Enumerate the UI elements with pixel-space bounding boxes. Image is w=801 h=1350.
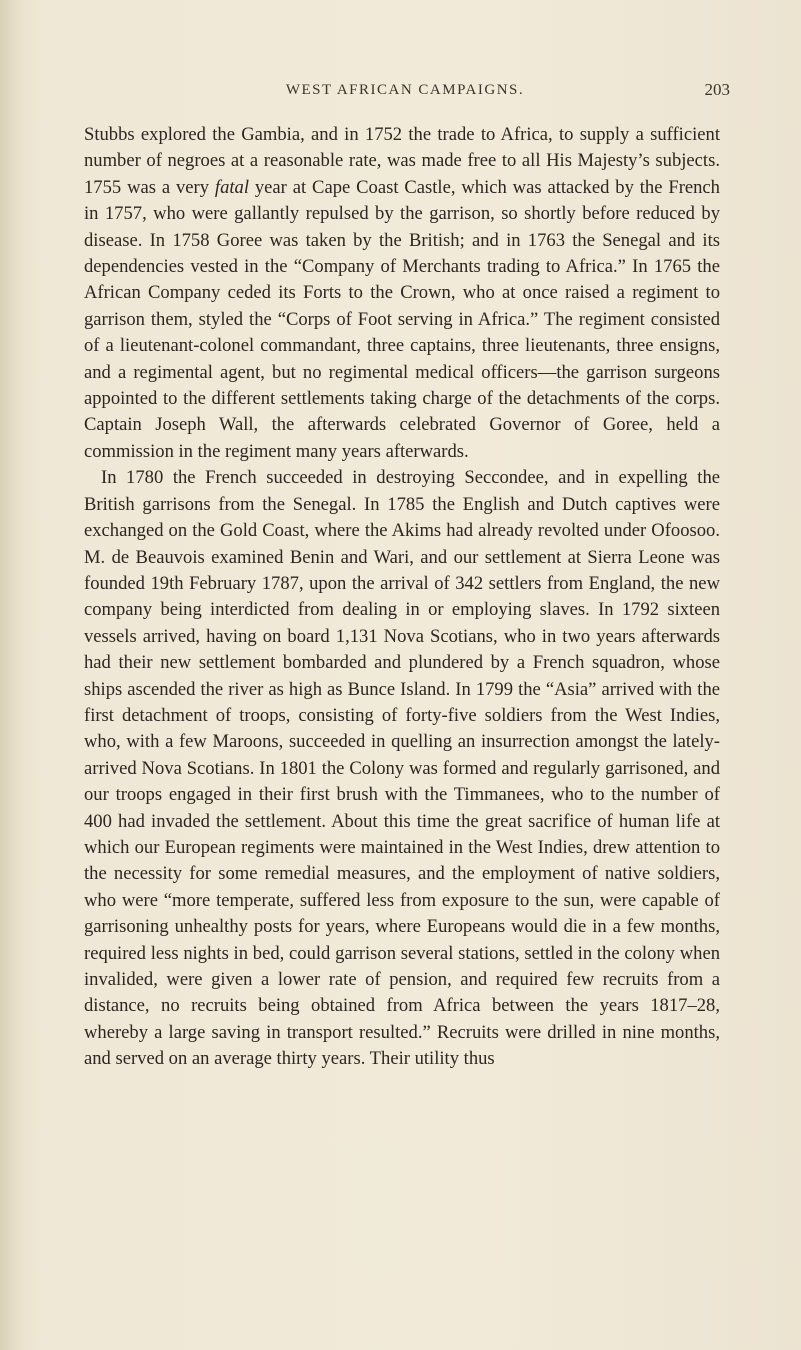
emphasis-fatal: fatal [214,176,249,198]
paragraph-1-text-b: year at Cape Coast Castle, which was attacked by the French in 1757, who were gallantly repulsed by the garrison, so shortly before reduced by disease. In 1758 Goree was taken by the British; and in 1763 the Senegal and its dependencies vested in the “Company of Merchants trading to Africa.” In 1765 the African Company ceded its Forts to the Crown, who at once raised a regiment to garrison them, styled the “Corps of Foot serving in Africa.” The regiment consisted of a lieutenant-colonel commandant, three captains, three lieutenants, three ensigns, and a regimental agent, but no regimental medical officers—the garrison surgeons appointed to the different settlements taking charge of the detachments of the corps. Captain Joseph Wall, the afterwards celebrated Governor of Goree, held a commission in the regiment many years afterwards. [84,176,720,462]
page-header [80,80,730,110]
paragraph-2: In 1780 the French succeeded in destroying Seccondee, and in expelling the British garrisons from the Senegal. In 1785 the English and Dutch captives were exchanged on the Gold Coast, where the Akims had already revolted under Ofoosoo. M. de Beauvois examined Benin and Wari, and our settlement at Sierra Leone was founded 19th February 1787, upon the arrival of 342 settlers from England, the new company being interdicted from dealing in or employing slaves. In 1792 sixteen vessels arrived, having on board 1,131 Nova Scotians, who in two years afterwards had their new settlement bombarded and plundered by a French squadron, whose ships ascended the river as high as Bunce Island. In 1799 the “Asia” arrived with the first detachment of troops, consisting of forty-five soldiers from the West Indies, who, with a few Maroons, succeeded in quelling an insurrection amongst the lately-arrived Nova Scotians. In 1801 the Colony was formed and regularly garrisoned, and our troops engaged in their first brush with the Timmanees, who to the number of 400 had invaded the settlement. About this time the great sacrifice of human life at which our European regiments were maintained in the West Indies, drew attention to the necessity for some remedial measures, and the employment of native soldiers, who were “more temperate, suffered less from exposure to the sun, were capable of garrisoning unhealthy posts for years, where Europeans would die in a few months, required less nights in bed, could garrison several stations, settled in the colony when invalided, were given a lower rate of pension, and required few recruits from a distance, no recruits being obtained from Africa between the years 1817–28, whereby a large saving in transport resulted.” Recruits were drilled in nine months, and served on an average thirty years. Their utility thus [84,467,720,1070]
running-title: WEST AFRICAN CAMPAIGNS. [285,82,525,98]
paragraph-1-text-a: Stubbs explored the Gambia, and in 1752 the trade to Africa, to supply a sufficient number of negroes at a reasonable rate, was made free to all His Majesty’s subjects. 1755 was a very [84,124,720,198]
paragraph-1 [84,122,720,465]
page-number: 203 [704,80,730,99]
body-text [84,122,720,1073]
